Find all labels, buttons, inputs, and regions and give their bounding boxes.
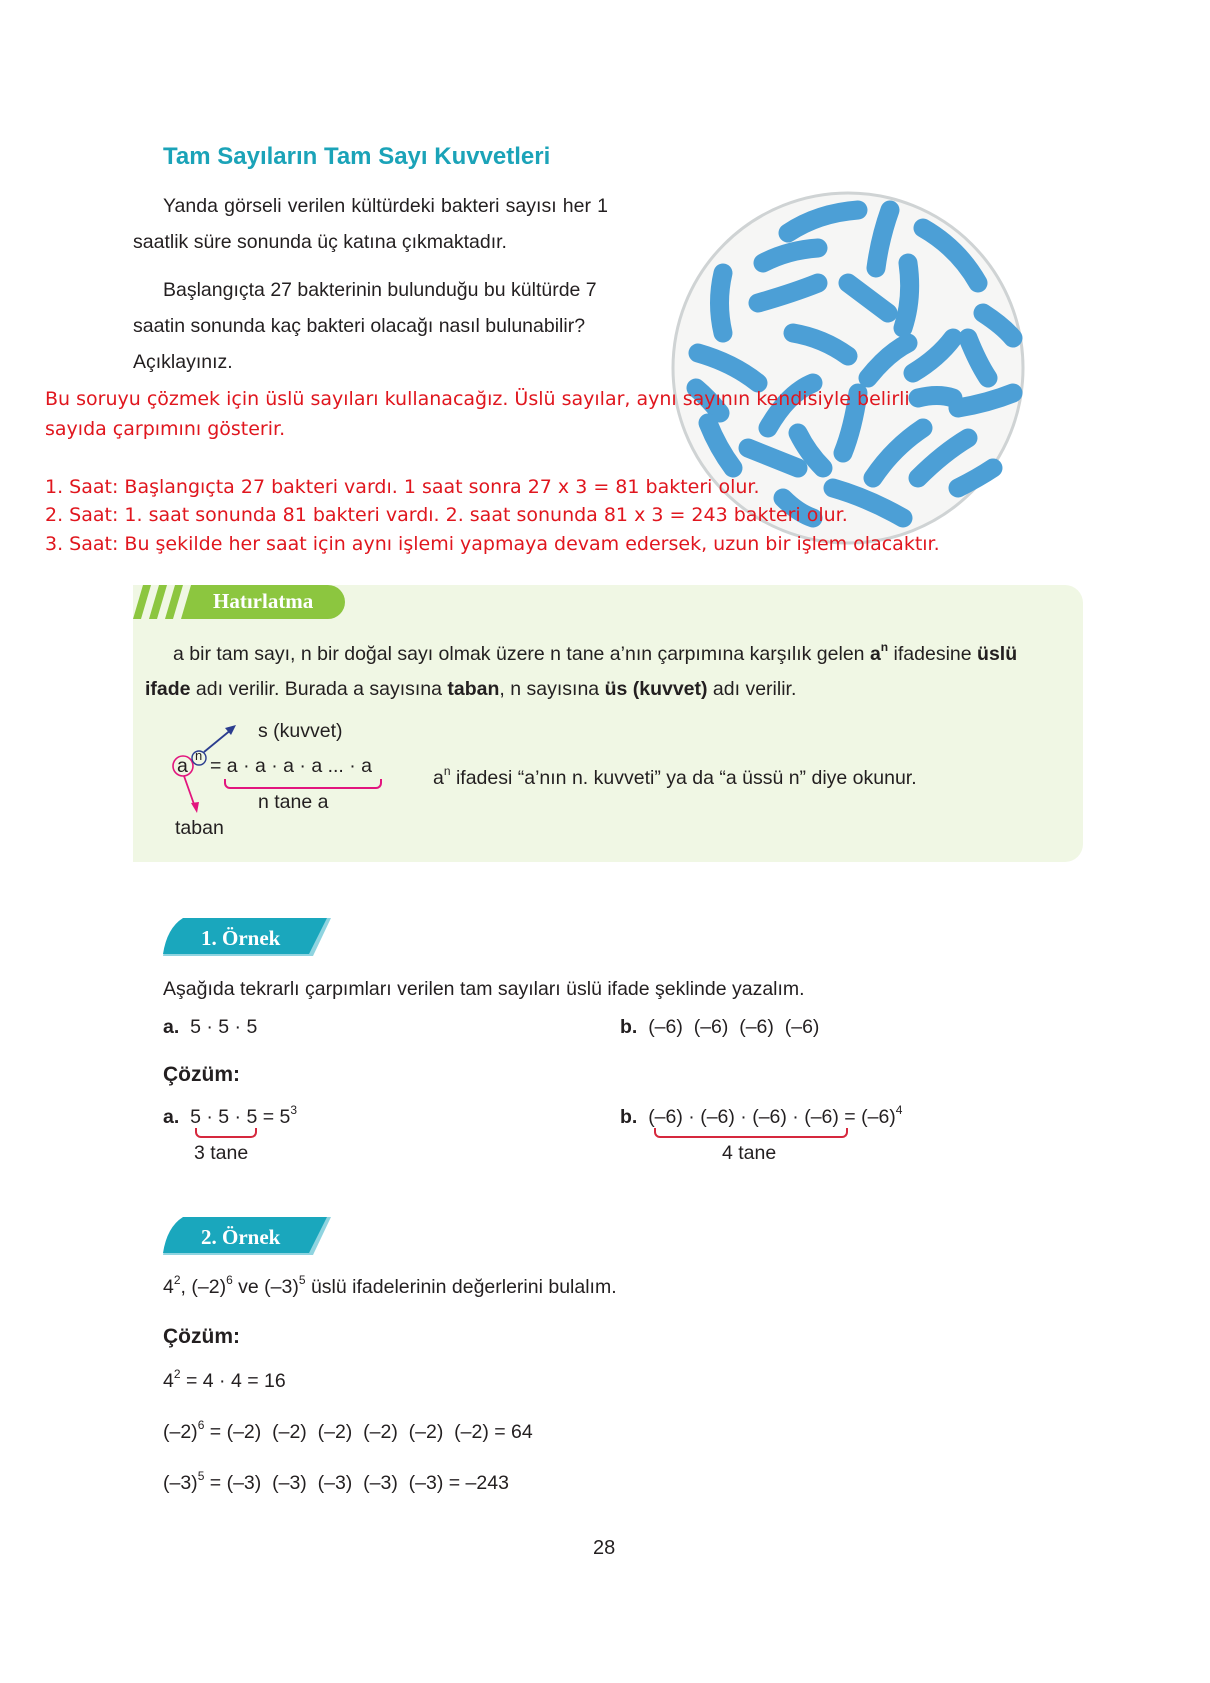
example-1-prompt: Aşağıda tekrarlı çarpımları verilen tam sayıları üslü ifade şeklinde yazalım. bbox=[163, 978, 805, 1000]
example-1-solution-title: Çözüm: bbox=[163, 1063, 240, 1086]
example-1-solution-b: b. $(-6) \cdot (-6) \cdot (-6) \cdot (-6) = (-6)^4$ bbox=[620, 1103, 903, 1128]
example-2-solution-title: Çözüm: bbox=[163, 1325, 240, 1348]
example-1-solution-a: a. $5 \cdot 5 \cdot 5 = 5^3$ bbox=[163, 1103, 298, 1128]
example-2-label: 2. Örnek bbox=[201, 1225, 281, 1249]
annotation-line: Bu soruyu çözmek için üslü sayıları kullanacağız. Üslü sayılar, aynı sayının kendisiyle belirli bbox=[45, 388, 910, 410]
reading-note: $a^n$ ifadesi “a’nın n. kuvveti” ya da “a üssü n” diye okunur. bbox=[433, 764, 917, 789]
expansion: = a · a · a · a ... · a bbox=[210, 755, 373, 777]
base-label: taban bbox=[175, 817, 224, 839]
example-2-line-2: $(-2)^6 = (-2)$ (–2) (–2) (–2) (–2) (–2) = 64 bbox=[163, 1418, 533, 1443]
base-letter: a bbox=[177, 755, 188, 777]
section-title: Tam Sayıların Tam Sayı Kuvvetleri bbox=[163, 143, 551, 170]
intro-paragraph-2: Başlangıçta 27 bakterinin bulunduğu bu kültürde 7 saatin sonunda kaç bakteri olacağı nasıl bulunabilir? Açıklayınız. bbox=[133, 279, 597, 373]
annotation-line: sayıda çarpımını gösterir. bbox=[45, 418, 286, 440]
count-brace bbox=[224, 779, 382, 789]
reminder-badge bbox=[133, 585, 345, 619]
annotation-line: 3. Saat: Bu şekilde her saat için aynı işlemi yapmaya devam edersek, uzun bir işlem olacaktır. bbox=[45, 533, 940, 555]
example-1-item-b: b. (–6) (–6) (–6) (–6) bbox=[620, 1016, 820, 1038]
example-1-label: 1. Örnek bbox=[201, 926, 281, 950]
example-2-prompt: $4^2$, $(-2)^6$ ve $(-3)^5$ üslü ifadelerinin değerlerini bulalım. bbox=[163, 1273, 617, 1298]
example-1-badge bbox=[163, 918, 333, 958]
page-number: 28 bbox=[593, 1537, 616, 1559]
solution-a-brace bbox=[195, 1128, 257, 1138]
solution-a-count: 3 tane bbox=[194, 1142, 249, 1164]
annotation-line: 1. Saat: Başlangıçta 27 bakteri vardı. 1 saat sonra 27 x 3 = 81 bakteri olur. bbox=[45, 476, 760, 498]
exponent-letter: n bbox=[195, 748, 203, 763]
annotation-line: 2. Saat: 1. saat sonunda 81 bakteri vardı. 2. saat sonunda 81 x 3 = 243 bakteri olur. bbox=[45, 504, 848, 526]
exponent-diagram bbox=[160, 715, 420, 845]
example-1-item-a: a. 5 · 5 · 5 bbox=[163, 1016, 258, 1038]
reminder-badge-label: Hatırlatma bbox=[213, 589, 314, 613]
reminder-line-1: a bir tam sayı, n bir doğal sayı olmak üzere n tane a’nın çarpımına karşılık gelen $a^n$ ifadesine üslü bbox=[173, 640, 1018, 665]
example-2-line-1: $4^2 = 4 \cdot 4 = 16$ bbox=[163, 1367, 286, 1392]
solution-b-brace bbox=[654, 1128, 848, 1138]
reminder-line-2: ifade adı verilir. Burada a sayısına taban, n sayısına üs (kuvvet) adı verilir. bbox=[145, 678, 797, 700]
exponent-label: s (kuvvet) bbox=[258, 720, 343, 742]
solution-b-count: 4 tane bbox=[722, 1142, 777, 1164]
example-2-line-3: $(-3)^5 = (-3)$ (–3) (–3) (–3) (–3) = –243 bbox=[163, 1469, 509, 1494]
intro-paragraph-1: Yanda görseli verilen kültürdeki bakteri sayısı her 1 saatlik süre sonunda üç katına çıkmaktadır. bbox=[133, 195, 608, 253]
example-2-badge bbox=[163, 1217, 333, 1257]
count-label: n tane a bbox=[258, 791, 329, 813]
